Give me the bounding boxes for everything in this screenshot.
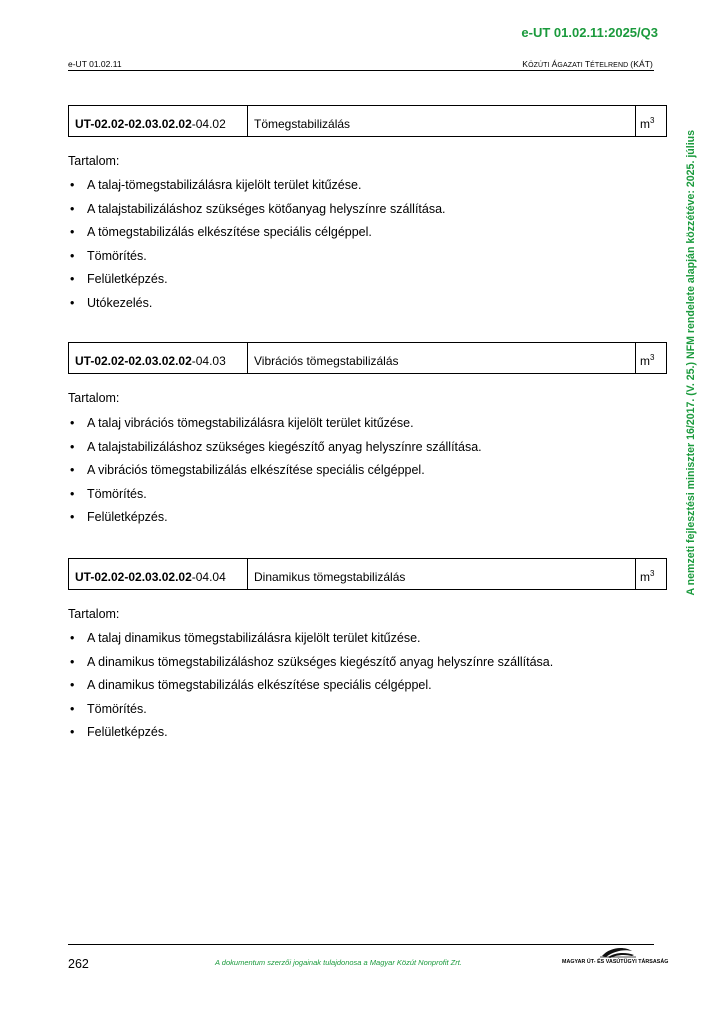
page-number: 262: [68, 957, 89, 971]
list-item: • Tömörítés.: [68, 487, 482, 511]
list-item: • A talaj-tömegstabilizálásra kijelölt terület kitűzése.: [68, 178, 446, 202]
copyright-notice: A dokumentum szerzői jogainak tulajdonosa a Magyar Közút Nonprofit Zrt.: [215, 958, 462, 967]
list-item: • A talaj dinamikus tömegstabilizálásra kijelölt terület kitűzése.: [68, 631, 553, 655]
society-logo-icon: [562, 944, 654, 970]
list-item: • A tömegstabilizálás elkészítése speciális célgéppel.: [68, 225, 446, 249]
content-list: [68, 178, 446, 319]
header-right-title: KÖZÚTI ÁGAZATI TÉTELREND (KÁT): [522, 59, 653, 69]
item-unit: $m^3$: [636, 559, 667, 590]
list-item: • Felületképzés.: [68, 725, 553, 749]
list-item: • A vibrációs tömegstabilizálás elkészítése speciális célgéppel.: [68, 463, 482, 487]
content-list: [68, 416, 482, 534]
list-item: • Utókezelés.: [68, 296, 446, 320]
list-item: • A talajstabilizáláshoz szükséges kötőanyag helyszínre szállítása.: [68, 202, 446, 226]
list-item: • A talajstabilizáláshoz szükséges kiegészítő anyag helyszínre szállítása.: [68, 440, 482, 464]
list-item: • Tömörítés.: [68, 702, 553, 726]
item-code: UT-02.02-02.03.02.02-04.02: [69, 106, 248, 137]
list-item: • Felületképzés.: [68, 272, 446, 296]
item-unit: $m^3$: [636, 343, 667, 374]
item-code: UT-02.02-02.03.02.02-04.03: [69, 343, 248, 374]
item-code: UT-02.02-02.03.02.02-04.04: [69, 559, 248, 590]
item-header-table: [68, 342, 667, 374]
content-label: Tartalom:: [68, 154, 120, 168]
item-header-table: [68, 558, 667, 590]
list-item: • A talaj vibrációs tömegstabilizálásra kijelölt terület kitűzése.: [68, 416, 482, 440]
list-item: • A dinamikus tömegstabilizáláshoz szükséges kiegészítő anyag helyszínre szállítása.: [68, 655, 553, 679]
list-item: • Tömörítés.: [68, 249, 446, 273]
document-code: e-UT 01.02.11:2025/Q3: [521, 25, 658, 40]
list-item: • Felületképzés.: [68, 510, 482, 534]
content-label: Tartalom:: [68, 607, 120, 621]
item-name: Vibrációs tömegstabilizálás: [248, 343, 636, 374]
side-publication-note: A nemzeti fejlesztési miniszter 16/2017. (V. 25.) NFM rendelete alapján közzétéve: 2025. július: [685, 130, 697, 596]
header-divider: [68, 70, 654, 71]
header-left-code: e-UT 01.02.11: [68, 59, 122, 69]
item-unit: $m^3$: [636, 106, 667, 137]
logo-text: MAGYAR ÚT- ÉS VASÚTÜGYI TÁRSASÁG: [562, 959, 669, 965]
content-list: [68, 631, 553, 749]
content-label: Tartalom:: [68, 391, 120, 405]
item-name: Tömegstabilizálás: [248, 106, 636, 137]
list-item: • A dinamikus tömegstabilizálás elkészítése speciális célgéppel.: [68, 678, 553, 702]
item-header-table: [68, 105, 667, 137]
item-name: Dinamikus tömegstabilizálás: [248, 559, 636, 590]
